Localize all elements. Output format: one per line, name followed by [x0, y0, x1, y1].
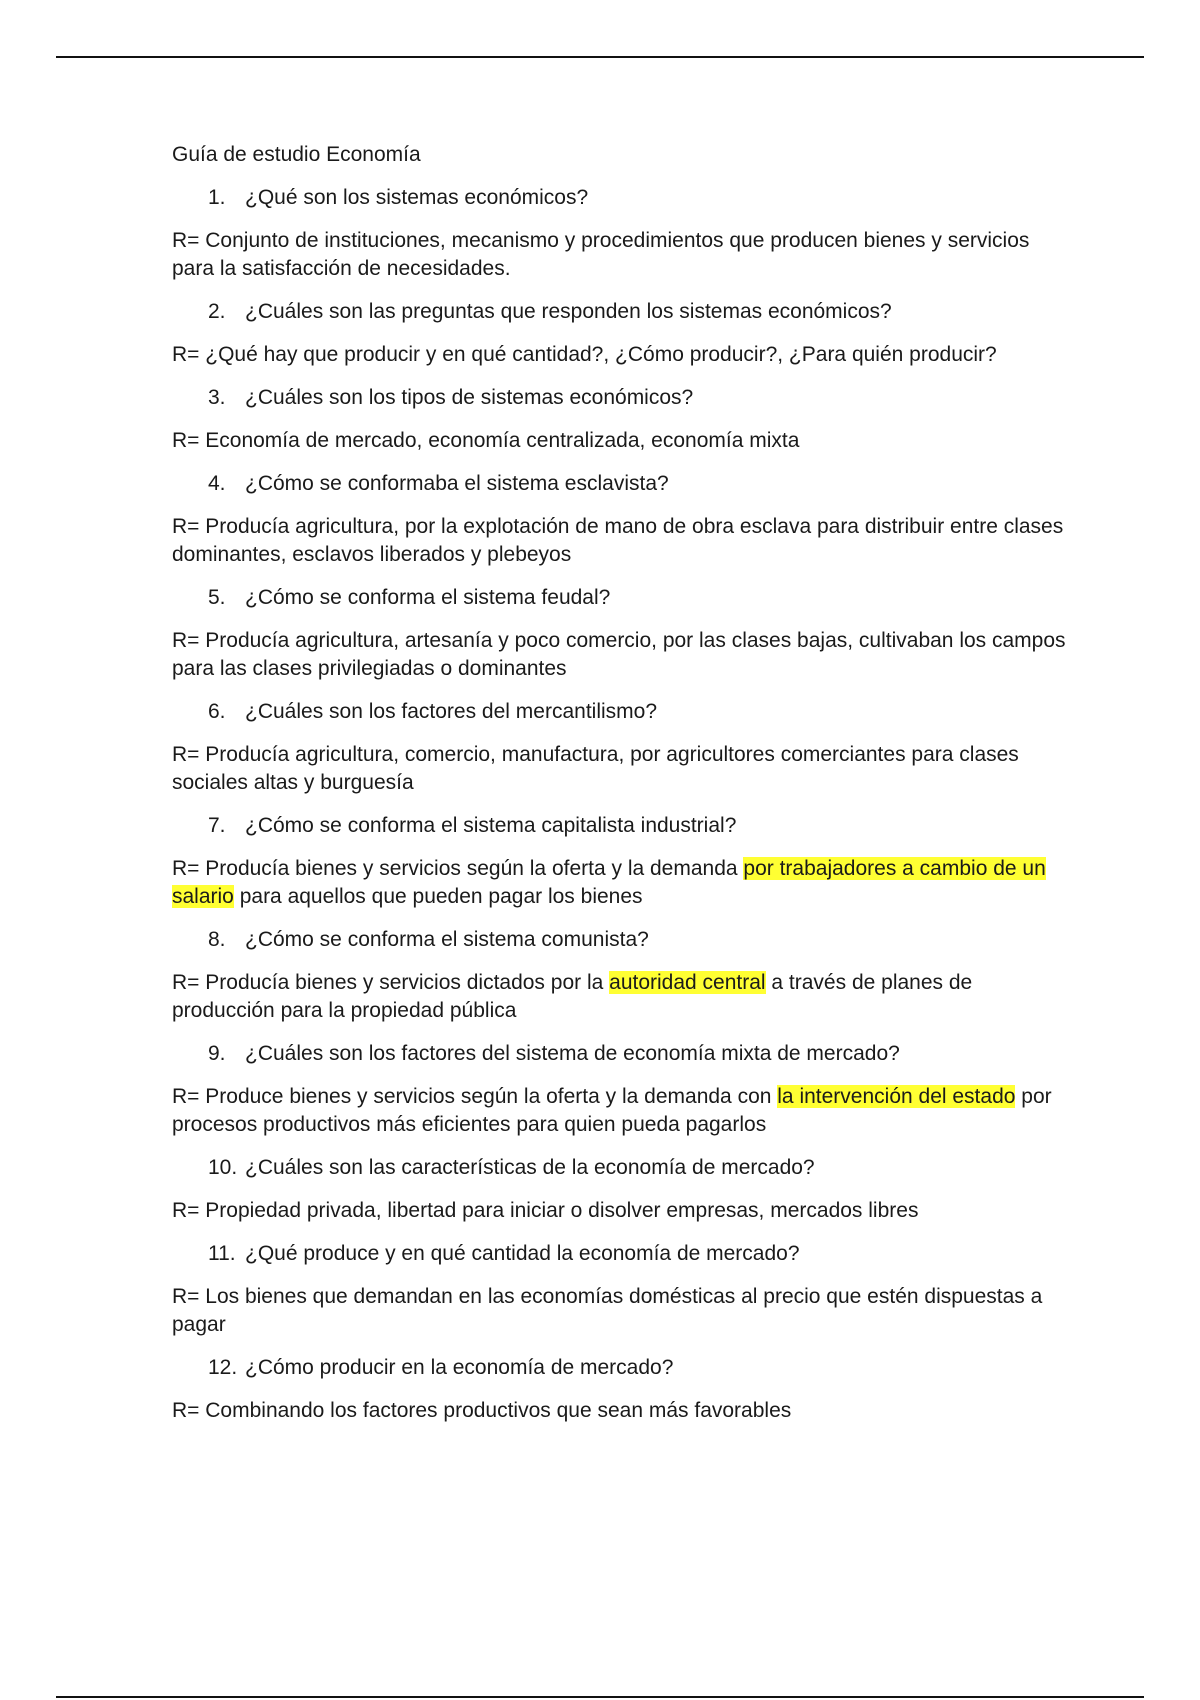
- question-item: [172, 470, 1072, 498]
- header-rule: [56, 56, 1144, 58]
- answer-segment: R= Producía bienes y servicios dictados por la: [172, 971, 610, 994]
- question-number: 7.: [208, 814, 226, 837]
- answer-segment: R= Producía agricultura, comercio, manufactura, por agricultores comerciantes para clases sociales altas y burguesía: [172, 743, 1019, 794]
- footer-rule: [56, 1696, 1144, 1698]
- answer-segment: R= ¿Qué hay que producir y en qué cantidad?, ¿Cómo producir?, ¿Para quién producir?: [172, 343, 997, 366]
- question-item: [172, 926, 1072, 954]
- answer-text: [172, 1397, 1072, 1425]
- question-item: [172, 384, 1072, 412]
- question-text: ¿Cuáles son las preguntas que responden los sistemas económicos?: [245, 300, 892, 323]
- question-item: [172, 812, 1072, 840]
- answer-segment: R= Propiedad privada, libertad para iniciar o disolver empresas, mercados libres: [172, 1199, 919, 1222]
- question-number: 2.: [208, 300, 226, 323]
- question-item: [172, 584, 1072, 612]
- question-text: ¿Cuáles son los factores del mercantilismo?: [245, 700, 658, 723]
- highlighted-text: autoridad central: [609, 971, 766, 994]
- question-text: ¿Cómo se conforma el sistema feudal?: [245, 586, 611, 609]
- question-number: 8.: [208, 928, 226, 951]
- question-number: 3.: [208, 386, 226, 409]
- question-text: ¿Cómo producir en la economía de mercado?: [245, 1356, 674, 1379]
- answer-segment: para aquellos que pueden pagar los bienes: [233, 885, 643, 908]
- answer-text: [172, 855, 1072, 911]
- question-number: 10.: [208, 1156, 238, 1179]
- answer-segment: R= Conjunto de instituciones, mecanismo y procedimientos que producen bienes y servicios para la satisfacción de necesidades.: [172, 229, 1030, 280]
- question-text: ¿Cuáles son los tipos de sistemas económicos?: [245, 386, 694, 409]
- answer-segment: R= Los bienes que demandan en las economías domésticas al precio que estén dispuestas a pagar: [172, 1285, 1043, 1336]
- question-number: 9.: [208, 1042, 226, 1065]
- answer-segment: R= Producía agricultura, por la explotación de mano de obra esclava para distribuir entre clases dominantes, esclavos liberados y plebeyos: [172, 515, 1064, 566]
- question-text: ¿Cómo se conformaba el sistema esclavista?: [245, 472, 669, 495]
- question-list: [172, 184, 1072, 1425]
- question-text: ¿Qué produce y en qué cantidad la economía de mercado?: [245, 1242, 800, 1265]
- answer-text: [172, 1083, 1072, 1139]
- question-text: ¿Qué son los sistemas económicos?: [245, 186, 589, 209]
- question-item: [172, 1354, 1072, 1382]
- answer-text: [172, 741, 1072, 797]
- answer-segment: por procesos productivos más eficientes para quien pueda pagarlos: [172, 1085, 1052, 1136]
- document-title: Guía de estudio Economía: [172, 143, 421, 166]
- answer-segment: R= Producía agricultura, artesanía y poco comercio, por las clases bajas, cultivaban los campos para las clases privilegiadas o dominantes: [172, 629, 1066, 680]
- highlighted-text: la intervención del estado: [777, 1085, 1016, 1108]
- highlighted-text: por trabajadores a cambio de un salario: [172, 857, 1046, 908]
- question-number: 6.: [208, 700, 226, 723]
- answer-segment: R= Economía de mercado, economía centralizada, economía mixta: [172, 429, 800, 452]
- question-item: [172, 1240, 1072, 1268]
- question-item: [172, 698, 1072, 726]
- question-number: 11.: [208, 1242, 236, 1265]
- question-text: ¿Cómo se conforma el sistema capitalista industrial?: [245, 814, 737, 837]
- answer-text: [172, 1283, 1072, 1339]
- question-text: ¿Cuáles son las características de la economía de mercado?: [245, 1156, 815, 1179]
- answer-text: [172, 427, 1072, 455]
- question-item: [172, 184, 1072, 212]
- answer-text: [172, 227, 1072, 283]
- question-number: 4.: [208, 472, 226, 495]
- answer-segment: a través de planes de producción para la propiedad pública: [172, 971, 973, 1022]
- answer-text: [172, 513, 1072, 569]
- answer-segment: R= Combinando los factores productivos que sean más favorables: [172, 1399, 792, 1422]
- answer-text: [172, 969, 1072, 1025]
- question-item: [172, 1154, 1072, 1182]
- answer-text: [172, 1197, 1072, 1225]
- document-body: [172, 141, 1072, 1440]
- question-item: [172, 1040, 1072, 1068]
- answer-segment: R= Produce bienes y servicios según la oferta y la demanda con: [172, 1085, 778, 1108]
- question-text: ¿Cuáles son los factores del sistema de economía mixta de mercado?: [245, 1042, 900, 1065]
- question-number: 5.: [208, 586, 226, 609]
- question-number: 1.: [208, 186, 226, 209]
- question-number: 12.: [208, 1356, 238, 1379]
- answer-text: [172, 627, 1072, 683]
- question-item: [172, 298, 1072, 326]
- answer-text: [172, 341, 1072, 369]
- question-text: ¿Cómo se conforma el sistema comunista?: [245, 928, 649, 951]
- answer-segment: R= Producía bienes y servicios según la oferta y la demanda: [172, 857, 744, 880]
